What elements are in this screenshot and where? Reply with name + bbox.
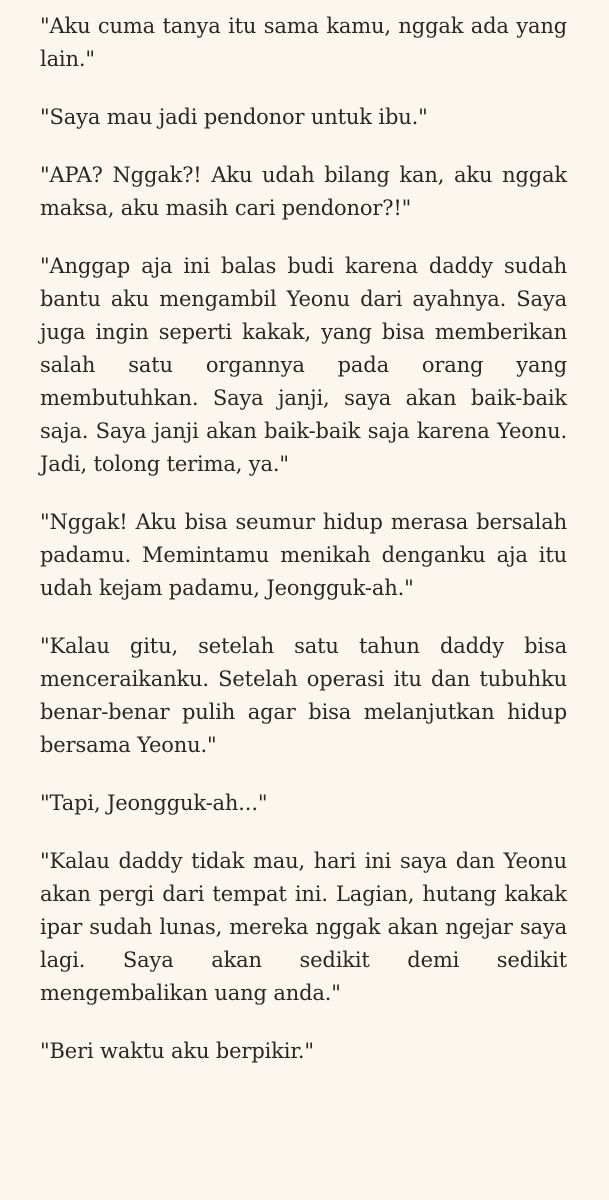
dialogue-paragraph-9: "Beri waktu aku berpikir." [40,1039,314,1063]
dialogue-paragraph-5: "Nggak! Aku bisa seumur hidup merasa bersalah padamu. Memintamu menikah denganku aja itu udah kejam padamu, Jeongguk-ah." [40,510,567,600]
dialogue-paragraph-4: "Anggap aja ini balas budi karena daddy sudah bantu aku mengambil Yeonu dari ayahnya. Saya juga ingin seperti kakak, yang bisa memberikan salah satu organnya pada orang yang membutuhkan. Saya janji, saya akan baik-baik saja. Saya janji akan baik-baik saja karena Yeonu. Jadi, tolong terima, ya." [40,254,567,476]
dialogue-paragraph-8: "Kalau daddy tidak mau, hari ini saya dan Yeonu akan pergi dari tempat ini. Lagian, hutang kakak ipar sudah lunas, mereka nggak akan ngejar saya lagi. Saya akan sedikit demi sedikit mengembalikan uang anda." [40,849,567,1005]
dialogue-paragraph-2: "Saya mau jadi pendonor untuk ibu." [40,105,428,129]
dialogue-paragraph-1: "Aku cuma tanya itu sama kamu, nggak ada yang lain." [40,14,567,71]
dialogue-paragraph-3: "APA? Nggak?! Aku udah bilang kan, aku nggak maksa, aku masih cari pendonor?!" [40,163,567,220]
dialogue-paragraph-6: "Kalau gitu, setelah satu tahun daddy bisa menceraikanku. Setelah operasi itu dan tubuhku benar-benar pulih agar bisa melanjutkan hidup bersama Yeonu." [40,634,567,757]
dialogue-paragraph-7: "Tapi, Jeongguk-ah..." [40,791,268,815]
